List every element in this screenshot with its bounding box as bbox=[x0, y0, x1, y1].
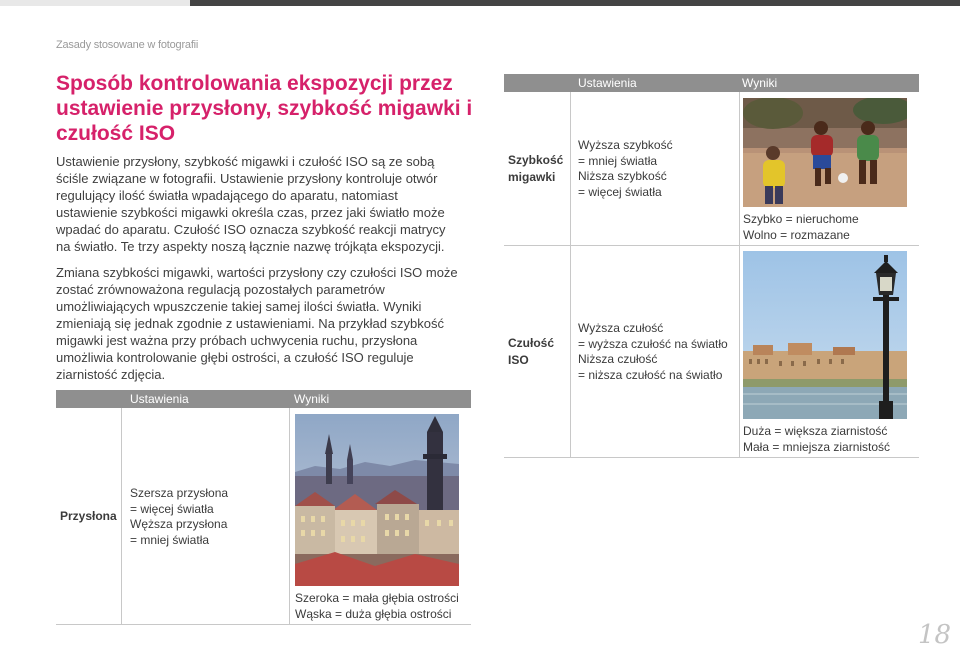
result-line: Wąska = duża głębia ostrości bbox=[295, 606, 452, 621]
settings-line: = więcej światła bbox=[578, 184, 662, 199]
row-label-line: Czułość bbox=[508, 336, 555, 350]
row-divider bbox=[56, 624, 471, 625]
top-bar-accent bbox=[0, 0, 190, 6]
settings-line: = więcej światła bbox=[130, 501, 214, 516]
settings-line: Szersza przysłona bbox=[130, 486, 229, 500]
settings-line: Niższa czułość bbox=[578, 352, 658, 366]
settings-cell-shutter-speed bbox=[578, 138, 673, 200]
children-playing-football-photo bbox=[743, 98, 907, 207]
row-label-iso bbox=[508, 335, 554, 369]
settings-line: Węższa przysłona bbox=[130, 517, 228, 531]
result-line: Duża = większa ziarnistość bbox=[743, 424, 888, 438]
row-label-line: ISO bbox=[508, 353, 529, 367]
column-divider bbox=[289, 408, 290, 624]
table-header bbox=[56, 390, 471, 408]
row-divider bbox=[504, 457, 919, 458]
riverside-street-lamp-photo bbox=[743, 251, 907, 419]
settings-cell-aperture bbox=[130, 486, 228, 548]
running-header: Zasady stosowane w fotografii bbox=[56, 39, 199, 51]
row-label-line: Szybkość bbox=[508, 153, 564, 167]
explanation-paragraph: Zmiana szybkości migawki, wartości przysłony czy czułości ISO może zostać zrównoważona regulacją pozostałych parametrów umożliwiających wpuszczenie takiej samej ilości światła. Wyniki zmieniają się jednak zgodnie z ustawieniami. Na przykład szybkość migawki jest ważna przy próbach uchwycenia ruchu, przysłona umożliwia kontrolowanie głębi ostrości, a czułość ISO reguluje ziarnistość zdjęcia. bbox=[56, 265, 458, 382]
row-label-aperture: Przysłona bbox=[60, 509, 117, 523]
intro-paragraph: Ustawienie przysłony, szybkość migawki i czułość ISO są ze sobą ściśle związane w fotografii. Ustawienie przysłony kontroluje otwór regulujący ilość światła wpadającego do aparatu, natomiast ustawienie szybkości migawki określa czas, przez jaki światło może wpadać do aparatu. Czułość ISO oznacza szybkość reakcji matrycy na światło. Te trzy aspekty noszą łącznie nazwę trójkąta ekspozycji. bbox=[56, 154, 446, 254]
results-cell-shutter-speed bbox=[743, 212, 859, 243]
settings-cell-iso bbox=[578, 321, 728, 383]
col-header-results: Wyniki bbox=[294, 392, 330, 406]
result-line: Szeroka = mała głębia ostrości bbox=[295, 591, 459, 605]
col-header-settings: Ustawienia bbox=[130, 392, 189, 406]
settings-line: = mniej światła bbox=[130, 532, 210, 547]
row-label-line: migawki bbox=[508, 170, 556, 184]
result-line: Wolno = rozmazane bbox=[743, 227, 850, 242]
settings-line: = niższa czułość na światło bbox=[578, 367, 723, 382]
row-label-shutter-speed bbox=[508, 152, 563, 186]
settings-line: Wyższa czułość bbox=[578, 321, 664, 335]
settings-line: Wyższa szybkość bbox=[578, 138, 673, 152]
section-title: Sposób kontrolowania ekspozycji przez ustawienie przysłony, szybkość migawki i czułość ISO bbox=[56, 72, 473, 145]
settings-line: = mniej światła bbox=[578, 153, 658, 168]
table-header bbox=[504, 74, 919, 92]
page-number: 18 bbox=[918, 620, 952, 650]
column-divider bbox=[121, 408, 122, 624]
result-line: Szybko = nieruchome bbox=[743, 212, 859, 226]
result-line: Mała = mniejsza ziarnistość bbox=[743, 439, 891, 454]
col-header-settings: Ustawienia bbox=[578, 76, 637, 90]
settings-line: = wyższa czułość na światło bbox=[578, 336, 728, 351]
col-header-results: Wyniki bbox=[742, 76, 778, 90]
prague-cityscape-photo bbox=[295, 414, 459, 586]
results-cell-aperture bbox=[295, 591, 459, 622]
row-divider bbox=[504, 245, 919, 246]
results-cell-iso bbox=[743, 424, 890, 455]
top-bar bbox=[0, 0, 960, 6]
column-divider bbox=[570, 92, 571, 457]
column-divider bbox=[739, 92, 740, 457]
settings-line: Niższa szybkość bbox=[578, 169, 667, 183]
